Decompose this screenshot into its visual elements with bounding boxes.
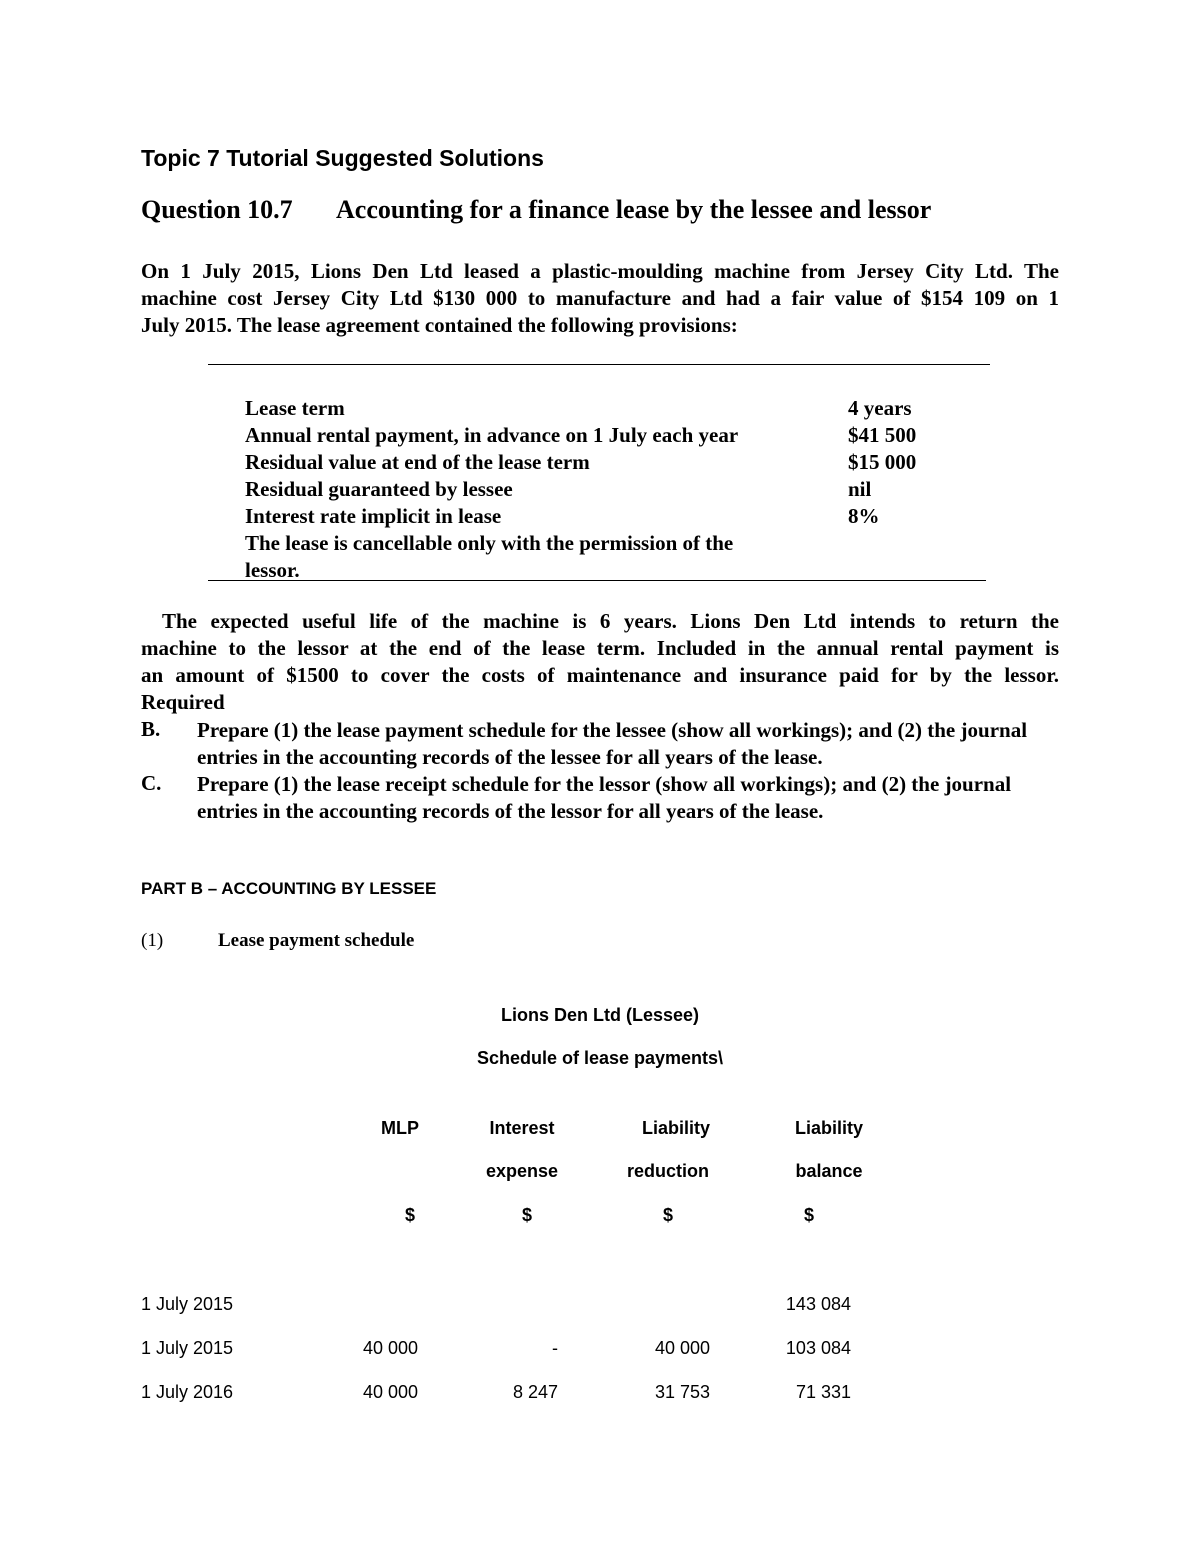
- column-header: reduction: [626, 1161, 709, 1181]
- row-date: 1 July 2015: [141, 1294, 234, 1314]
- requirement-text: [197, 771, 1059, 825]
- context-line: machine to the lessor at the end of the lease term. Included in the annual rental payment is: [141, 636, 1059, 660]
- requirement-letter: B.: [141, 717, 161, 741]
- question-number: Question 10.7: [141, 195, 293, 224]
- column-unit: $: [404, 1205, 415, 1225]
- intro-line: On 1 July 2015, Lions Den Ltd leased a plastic-moulding machine from Jersey City Ltd. The: [141, 259, 1059, 283]
- requirement-line: journal entries in the accounting records of the lessee for all years of the lease.: [197, 718, 1028, 769]
- schedule-company: Lions Den Ltd (Lessee): [500, 1005, 700, 1025]
- column-header: MLP: [381, 1118, 419, 1138]
- subsection-number: (1): [141, 930, 164, 951]
- row-date: 1 July 2016: [141, 1382, 234, 1402]
- provision-label: lessor.: [245, 558, 300, 582]
- provision-value: $15 000: [848, 450, 917, 474]
- column-header: Interest: [489, 1118, 555, 1138]
- cell-interest: -: [552, 1338, 558, 1358]
- question-title: Accounting for a finance lease by the lessee and lessor: [336, 195, 932, 224]
- column-header: Liability: [794, 1118, 863, 1138]
- requirement-line: journal entries in the accounting records of the lessor for all years of the lease.: [197, 772, 1012, 823]
- provision-value: 8%: [848, 504, 880, 528]
- cell-interest: 8 247: [512, 1382, 558, 1402]
- schedule-title: Schedule of lease payments\: [476, 1048, 724, 1068]
- cell-balance: 103 084: [785, 1338, 851, 1358]
- cell-reduction: 40 000: [654, 1338, 710, 1358]
- provision-value: nil: [848, 477, 872, 501]
- required-label: Required: [141, 690, 225, 714]
- cell-mlp: 40 000: [362, 1382, 418, 1402]
- column-unit: $: [662, 1205, 673, 1225]
- cell-balance: 71 331: [795, 1382, 851, 1402]
- cell-balance: 143 084: [785, 1294, 851, 1314]
- provisions-bottom-rule: [208, 580, 986, 581]
- cell-mlp: 40 000: [362, 1338, 418, 1358]
- provision-value: 4 years: [848, 396, 912, 420]
- part-heading: PART B – ACCOUNTING BY LESSEE: [141, 879, 437, 898]
- column-unit: $: [521, 1205, 532, 1225]
- requirement-line: Prepare (1) the lease receipt schedule for the lessor (show all workings); and (2) the: [197, 772, 940, 796]
- column-header: balance: [795, 1161, 863, 1181]
- column-header: expense: [485, 1161, 559, 1181]
- provision-value: $41 500: [848, 423, 917, 447]
- intro-paragraph: [141, 258, 1059, 339]
- provisions-top-rule: [208, 364, 990, 365]
- requirement-letter: C.: [141, 771, 162, 795]
- column-unit: $: [803, 1205, 814, 1225]
- context-line: an amount of $1500 to cover the costs of maintenance and insurance paid for by the lessor.: [141, 663, 1059, 687]
- requirement-line: Prepare (1) the lease payment schedule for the lessee (show all workings); and (2) the: [197, 718, 956, 742]
- intro-line: July 2015. The lease agreement contained the following provisions:: [141, 313, 738, 337]
- provision-label: Interest rate implicit in lease: [245, 504, 502, 528]
- document-title: Topic 7 Tutorial Suggested Solutions: [141, 145, 544, 171]
- provision-label: Residual guaranteed by lessee: [245, 477, 513, 501]
- context-paragraph: [141, 608, 1059, 716]
- column-header: Liability: [641, 1118, 710, 1138]
- cell-reduction: 31 753: [654, 1382, 710, 1402]
- provision-label: Lease term: [245, 396, 345, 420]
- requirement-text: [197, 717, 1059, 771]
- subsection-title: Lease payment schedule: [218, 930, 415, 951]
- provision-label: Residual value at end of the lease term: [245, 450, 590, 474]
- provision-label: Annual rental payment, in advance on 1 July each year: [245, 423, 739, 447]
- provision-label: The lease is cancellable only with the permission of the: [245, 531, 734, 555]
- intro-line: machine cost Jersey City Ltd $130 000 to manufacture and had a fair value of $154 109 on 1: [141, 286, 1059, 310]
- row-date: 1 July 2015: [141, 1338, 234, 1358]
- context-line: The expected useful life of the machine is 6 years. Lions Den Ltd intends to return the: [162, 609, 1059, 633]
